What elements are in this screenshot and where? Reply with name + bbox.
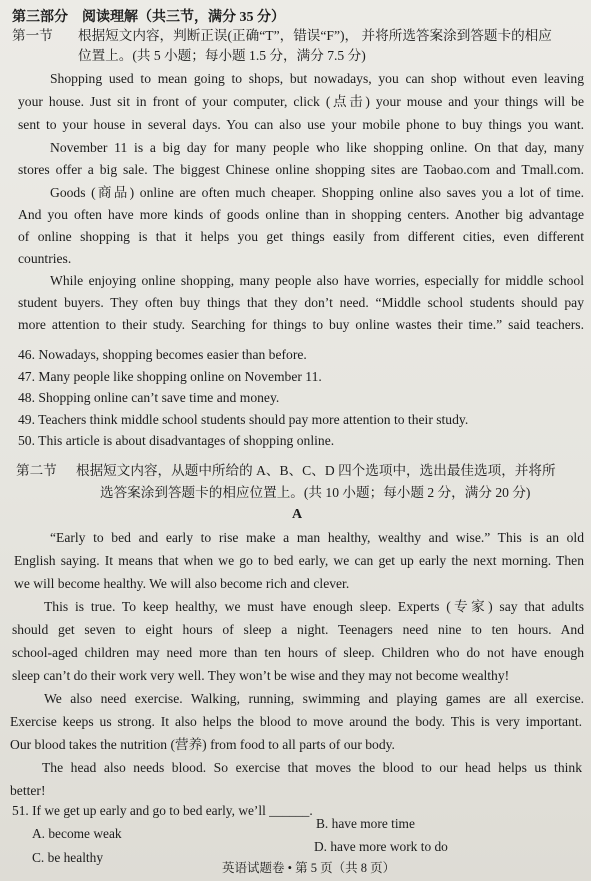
passage2-line: we will become healthy. We will also become rich and clever.	[14, 576, 350, 591]
passage1-line: While enjoying online shopping, many people also have worries, especially for middle school	[50, 273, 584, 288]
passage2-line: should get seven to eight hours of sleep a night. Teenagers need nine to ten hours. And	[12, 622, 584, 637]
passage2-line: This is true. To keep healthy, we must have enough sleep. Experts (专家) say that adults	[44, 599, 584, 614]
section2-instructions-1: 根据短文内容，从题中所给的 A、B、C、D 四个选项中，选出最佳选项，并将所	[76, 463, 556, 478]
passage2-line: English saying. It means that when we go to bed early, we can get up early the next morning. Then	[14, 553, 584, 568]
passage1-line: student buyers. They often buy things that they don’t need. “Middle school students should pay	[18, 295, 584, 310]
passage1-line: of online shopping is that it helps you get things easily from different cities, even different	[18, 229, 584, 244]
section1-label: 第一节	[12, 28, 53, 43]
passage2-line: school-aged children may need more than ten hours of sleep. Children who do not have enough	[12, 645, 584, 660]
section1-instructions-2: 位置上。(共 5 小题；每小题 1.5 分，满分 7.5 分)	[78, 48, 366, 63]
passage1-line: countries.	[18, 251, 72, 266]
tf-question-48: 48. Shopping online can’t save time and money.	[18, 390, 280, 405]
passage2-line: The head also needs blood. So exercise that moves the blood to our head helps us think	[42, 760, 582, 775]
option-b: B. have more time	[316, 816, 415, 831]
passage-label: A	[292, 507, 303, 522]
passage1-line: November 11 is a big day for many people who like shopping online. On that day, many	[50, 140, 584, 155]
passage1-line: Shopping used to mean going to shops, but nowadays, you can shop without even leaving	[50, 71, 584, 86]
option-d: D. have more work to do	[314, 839, 448, 854]
passage1-line: And you often have more kinds of goods online than in shopping centers. Another big advantage	[18, 207, 584, 222]
tf-question-47: 47. Many people like shopping online on November 11.	[18, 369, 322, 384]
option-c: C. be healthy	[32, 850, 104, 865]
option-a: A. become weak	[32, 826, 122, 841]
passage2-line: sleep can’t do their work very well. They won’t be wise and they may not become wealthy!	[12, 668, 510, 683]
mc-question-51: 51. If we get up early and go to bed early, we’ll ______.	[12, 803, 313, 818]
passage2-line: better!	[10, 783, 46, 798]
passage2-line: We also need exercise. Walking, running, swimming and playing games are all exercise.	[44, 691, 584, 706]
section2-label: 第二节	[16, 463, 57, 478]
passage1-line: more attention to their study. Searching for things to buy online wastes their time.” said teachers.	[18, 317, 584, 332]
section1-instructions-1: 根据短文内容，判断正误(正确“T”，错误“F”)， 并将所选答案涂到答题卡的相应	[78, 28, 552, 43]
passage1-line: Goods (商品) online are often much cheaper. Shopping online also saves you a lot of time.	[50, 185, 584, 200]
passage1-line: sent to your house in several days. You can also use your mobile phone to buy things you want.	[18, 117, 584, 132]
tf-question-46: 46. Nowadays, shopping becomes easier than before.	[18, 347, 307, 362]
passage2-line: Exercise keeps us strong. It also helps the blood to move around the body. This is very important.	[10, 714, 582, 729]
passage2-line: Our blood takes the nutrition (营养) from food to all parts of our body.	[10, 737, 395, 752]
tf-question-50: 50. This article is about disadvantages of shopping online.	[18, 433, 335, 448]
section2-instructions-2: 选答案涂到答题卡的相应位置上。(共 10 小题；每小题 2 分，满分 20 分)	[100, 485, 531, 500]
passage2-line: “Early to bed and early to rise make a man healthy, wealthy and wise.” This is an old	[50, 530, 584, 545]
tf-question-49: 49. Teachers think middle school students should pay more attention to their study.	[18, 412, 469, 427]
page-footer: 英语试题卷 • 第 5 页（共 8 页）	[222, 861, 396, 875]
passage1-line: your house. Just sit in front of your computer, click (点击) your mouse and your things will be	[18, 94, 584, 109]
passage1-line: stores offer a big sale. The biggest Chinese online shopping sites are Taobao.com and Tmall.com.	[18, 162, 584, 177]
part-title: 第三部分 阅读理解（共三节，满分 35 分）	[12, 10, 285, 25]
